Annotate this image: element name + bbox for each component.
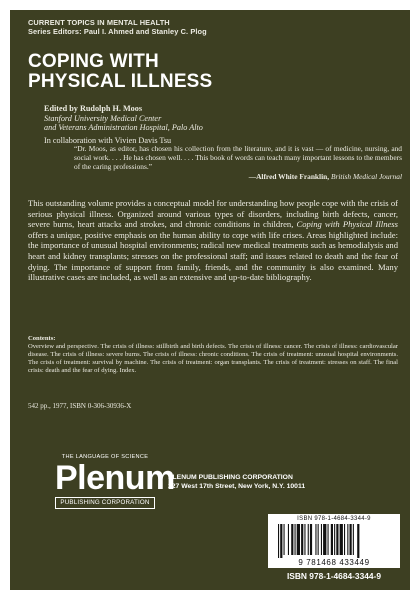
logo-band: PUBLISHING CORPORATION xyxy=(55,497,155,509)
series-editors: Series Editors: Paul I. Ahmed and Stanley C. Plog xyxy=(28,27,207,36)
publisher-info xyxy=(168,473,398,491)
barcode-icon xyxy=(278,524,390,558)
table-of-contents xyxy=(28,335,398,375)
description-book-title: Coping with Physical Illness xyxy=(296,219,398,230)
logo-tagline: THE LANGUAGE OF SCIENCE xyxy=(61,454,149,460)
contents-heading: Contents: xyxy=(28,335,56,342)
editor-name: Edited by Rudolph H. Moos xyxy=(44,104,143,113)
review-source: British Medical Journal xyxy=(330,171,402,181)
contents-text: Overview and perspective. The crisis of illness: stillbirth and birth defects. The crisis of illness: cancer. The crisis of illness: cardiovascular disease. The crisis of illness: severe burns. The crisis of illness: chronic conditions. The crisis of treatment: unusual hospital environments. The crisis of treatment: survival by machine. The crisis of treatment: organ transplants. The crisis of treatment: stresses on staff. The final crisis: death and the fear of dying. Index. xyxy=(28,343,398,374)
series-label: CURRENT TOPICS IN MENTAL HEALTH xyxy=(28,18,170,27)
review-attribution xyxy=(74,172,402,181)
book-title xyxy=(28,52,398,92)
plenum-logo xyxy=(55,454,175,512)
barcode-digits: 9 781468 433449 xyxy=(298,558,370,567)
description-part-2: offers a unique, positive emphasis on the human ability to cope with life crises. Areas highlighted include: the importance of unusual hospital environments; radical new medical treatments such as hemodialysis and heart and kidney transplants; stresses on the professional staff; and issues related to death and the fear of dying. The importance of support from family, friends, and the community is also examined. Many illustrative cases are included, as well as an extensive and up-to-date bibliography. xyxy=(28,229,398,283)
collaboration-credit: In collaboration with Vivien Davis Tsu xyxy=(44,135,172,145)
back-cover-panel xyxy=(10,10,410,590)
book-description xyxy=(28,198,398,283)
book-title-line2: PHYSICAL ILLNESS xyxy=(28,71,213,92)
barcode-box xyxy=(268,514,400,568)
series-info xyxy=(28,18,398,36)
review-quote xyxy=(74,144,402,181)
review-author: —Alfred White Franklin, xyxy=(248,171,330,181)
logo-wordmark: Plenum xyxy=(55,459,175,497)
publisher-name: PLENUM PUBLISHING CORPORATION xyxy=(168,474,293,481)
publisher-address: 227 West 17th Street, New York, N.Y. 10011 xyxy=(168,483,306,490)
publication-info: 542 pp., 1977, ISBN 0-306-30936-X xyxy=(28,402,132,410)
barcode-isbn-label: ISBN 978-1-4684-3344-9 xyxy=(297,516,371,522)
editor-affiliation-2: and Veterans Administration Hospital, Palo Alto xyxy=(44,123,203,133)
review-quote-text: “Dr. Moos, as editor, has chosen his collection from the literature, and it is vast — of medicine, nursing, and social work. . . . He has chosen well. . . . This book of words can teach many important lessons to the members of the caring professions.” xyxy=(74,144,402,172)
editor-affiliation-1: Stanford University Medical Center xyxy=(44,113,162,123)
isbn-footer: ISBN 978-1-4684-3344-9 xyxy=(286,571,382,581)
editor-info xyxy=(44,104,384,145)
description-part-1: This outstanding volume provides a conceptual model for understanding how people cope with the crisis of serious physical illness. Organized around various types of disorders, including birth defects, cancer, severe burns, heart attacks and strokes, and chronic conditions in children, xyxy=(28,198,398,230)
book-title-line1: COPING WITH xyxy=(28,51,159,72)
